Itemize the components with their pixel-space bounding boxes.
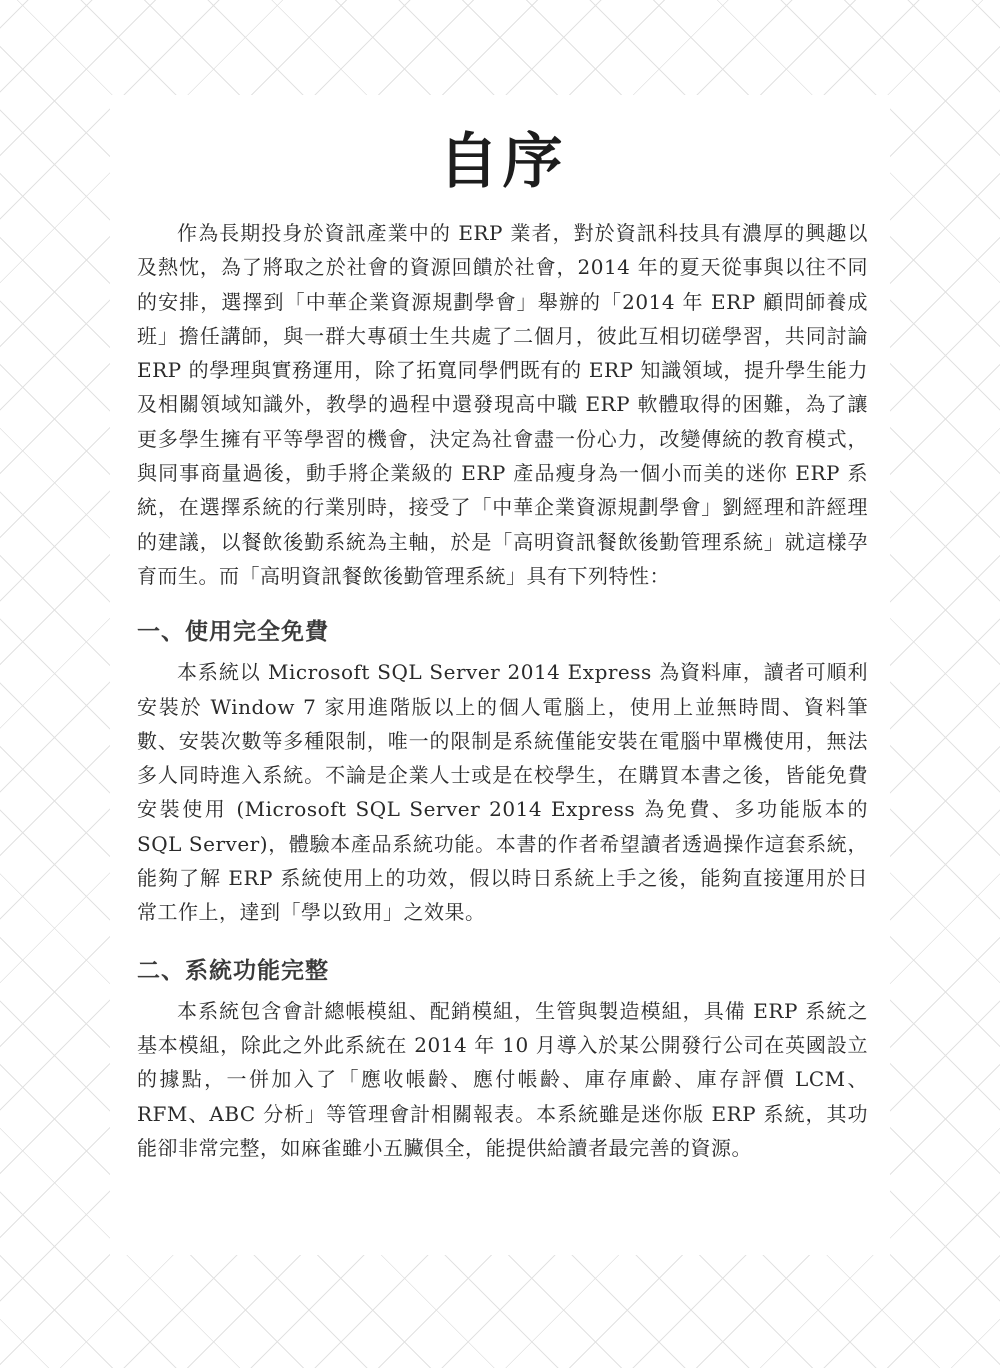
preface-content xyxy=(137,120,868,1165)
section-body-complete: 本系統包含會計總帳模組、配銷模組，生管與製造模組，具備 ERP 系統之基本模組，除此之外此系統在 2014 年 10 月導入於某公開發行公司在英國設立的據點，一併加入了「應收帳齡、應付帳齡、庫存庫齡、庫存評價 LCM、RFM、ABC 分析」等管理會計相關報表。本系統雖是迷你版 ERP 系統，其功能卻非常完整，如麻雀雖小五臟俱全，能提供給讀者最完善的資源。 xyxy=(137,998,868,1160)
section-body-free: 本系統以 Microsoft SQL Server 2014 Express 為資料庫，讀者可順利安裝於 Window 7 家用進階版以上的個人電腦上，使用上並無時間、資料筆數、安裝次數等多種限制，唯一的限制是系統僅能安裝在電腦中單機使用，無法多人同時進入系統。不論是企業人士或是在校學生，在購買本書之後，皆能免費安裝使用 (Microsoft SQL Server 2014 Express 為免費、多功能版本的 SQL Server)，體驗本產品系統功能。本書的作者希望讀者透過操作這套系統，能夠了解 ERP 系統使用上的功效，假以時日系統上手之後，能夠直接運用於日常工作上，達到「學以致用」之效果。 xyxy=(137,660,868,925)
section-heading-free: 一、使用完全免費 xyxy=(137,618,329,646)
page-title: 自序 xyxy=(438,127,567,197)
section-heading-complete: 二、系統功能完整 xyxy=(137,956,329,984)
intro-paragraph: 作為長期投身於資訊產業中的 ERP 業者，對於資訊科技具有濃厚的興趣以及熱忱，為了將取之於社會的資源回饋於社會，2014 年的夏天從事與以往不同的安排，選擇到「中華企業資源規劃學會」舉辦的「2014 年 ERP 顧問師養成班」擔任講師，與一群大專碩士生共處了二個月，彼此互相切磋學習，共同討論 ERP 的學理與實務運用，除了拓寬同學們既有的 ERP 知識領域，提升學生能力及相關領域知識外，教學的過程中還發現高中職 ERP 軟體取得的困難，為了讓更多學生擁有平等學習的機會，決定為社會盡一份心力，改變傳統的教育模式，與同事商量過後，動手將企業級的 ERP 產品瘦身為一個小而美的迷你 ERP 系統，在選擇系統的行業別時，接受了「中華企業資源規劃學會」劉經理和許經理的建議，以餐飲後勤系統為主軸，於是「高明資訊餐飲後勤管理系統」就這樣孕育而生。而「高明資訊餐飲後勤管理系統」具有下列特性： xyxy=(137,221,868,588)
